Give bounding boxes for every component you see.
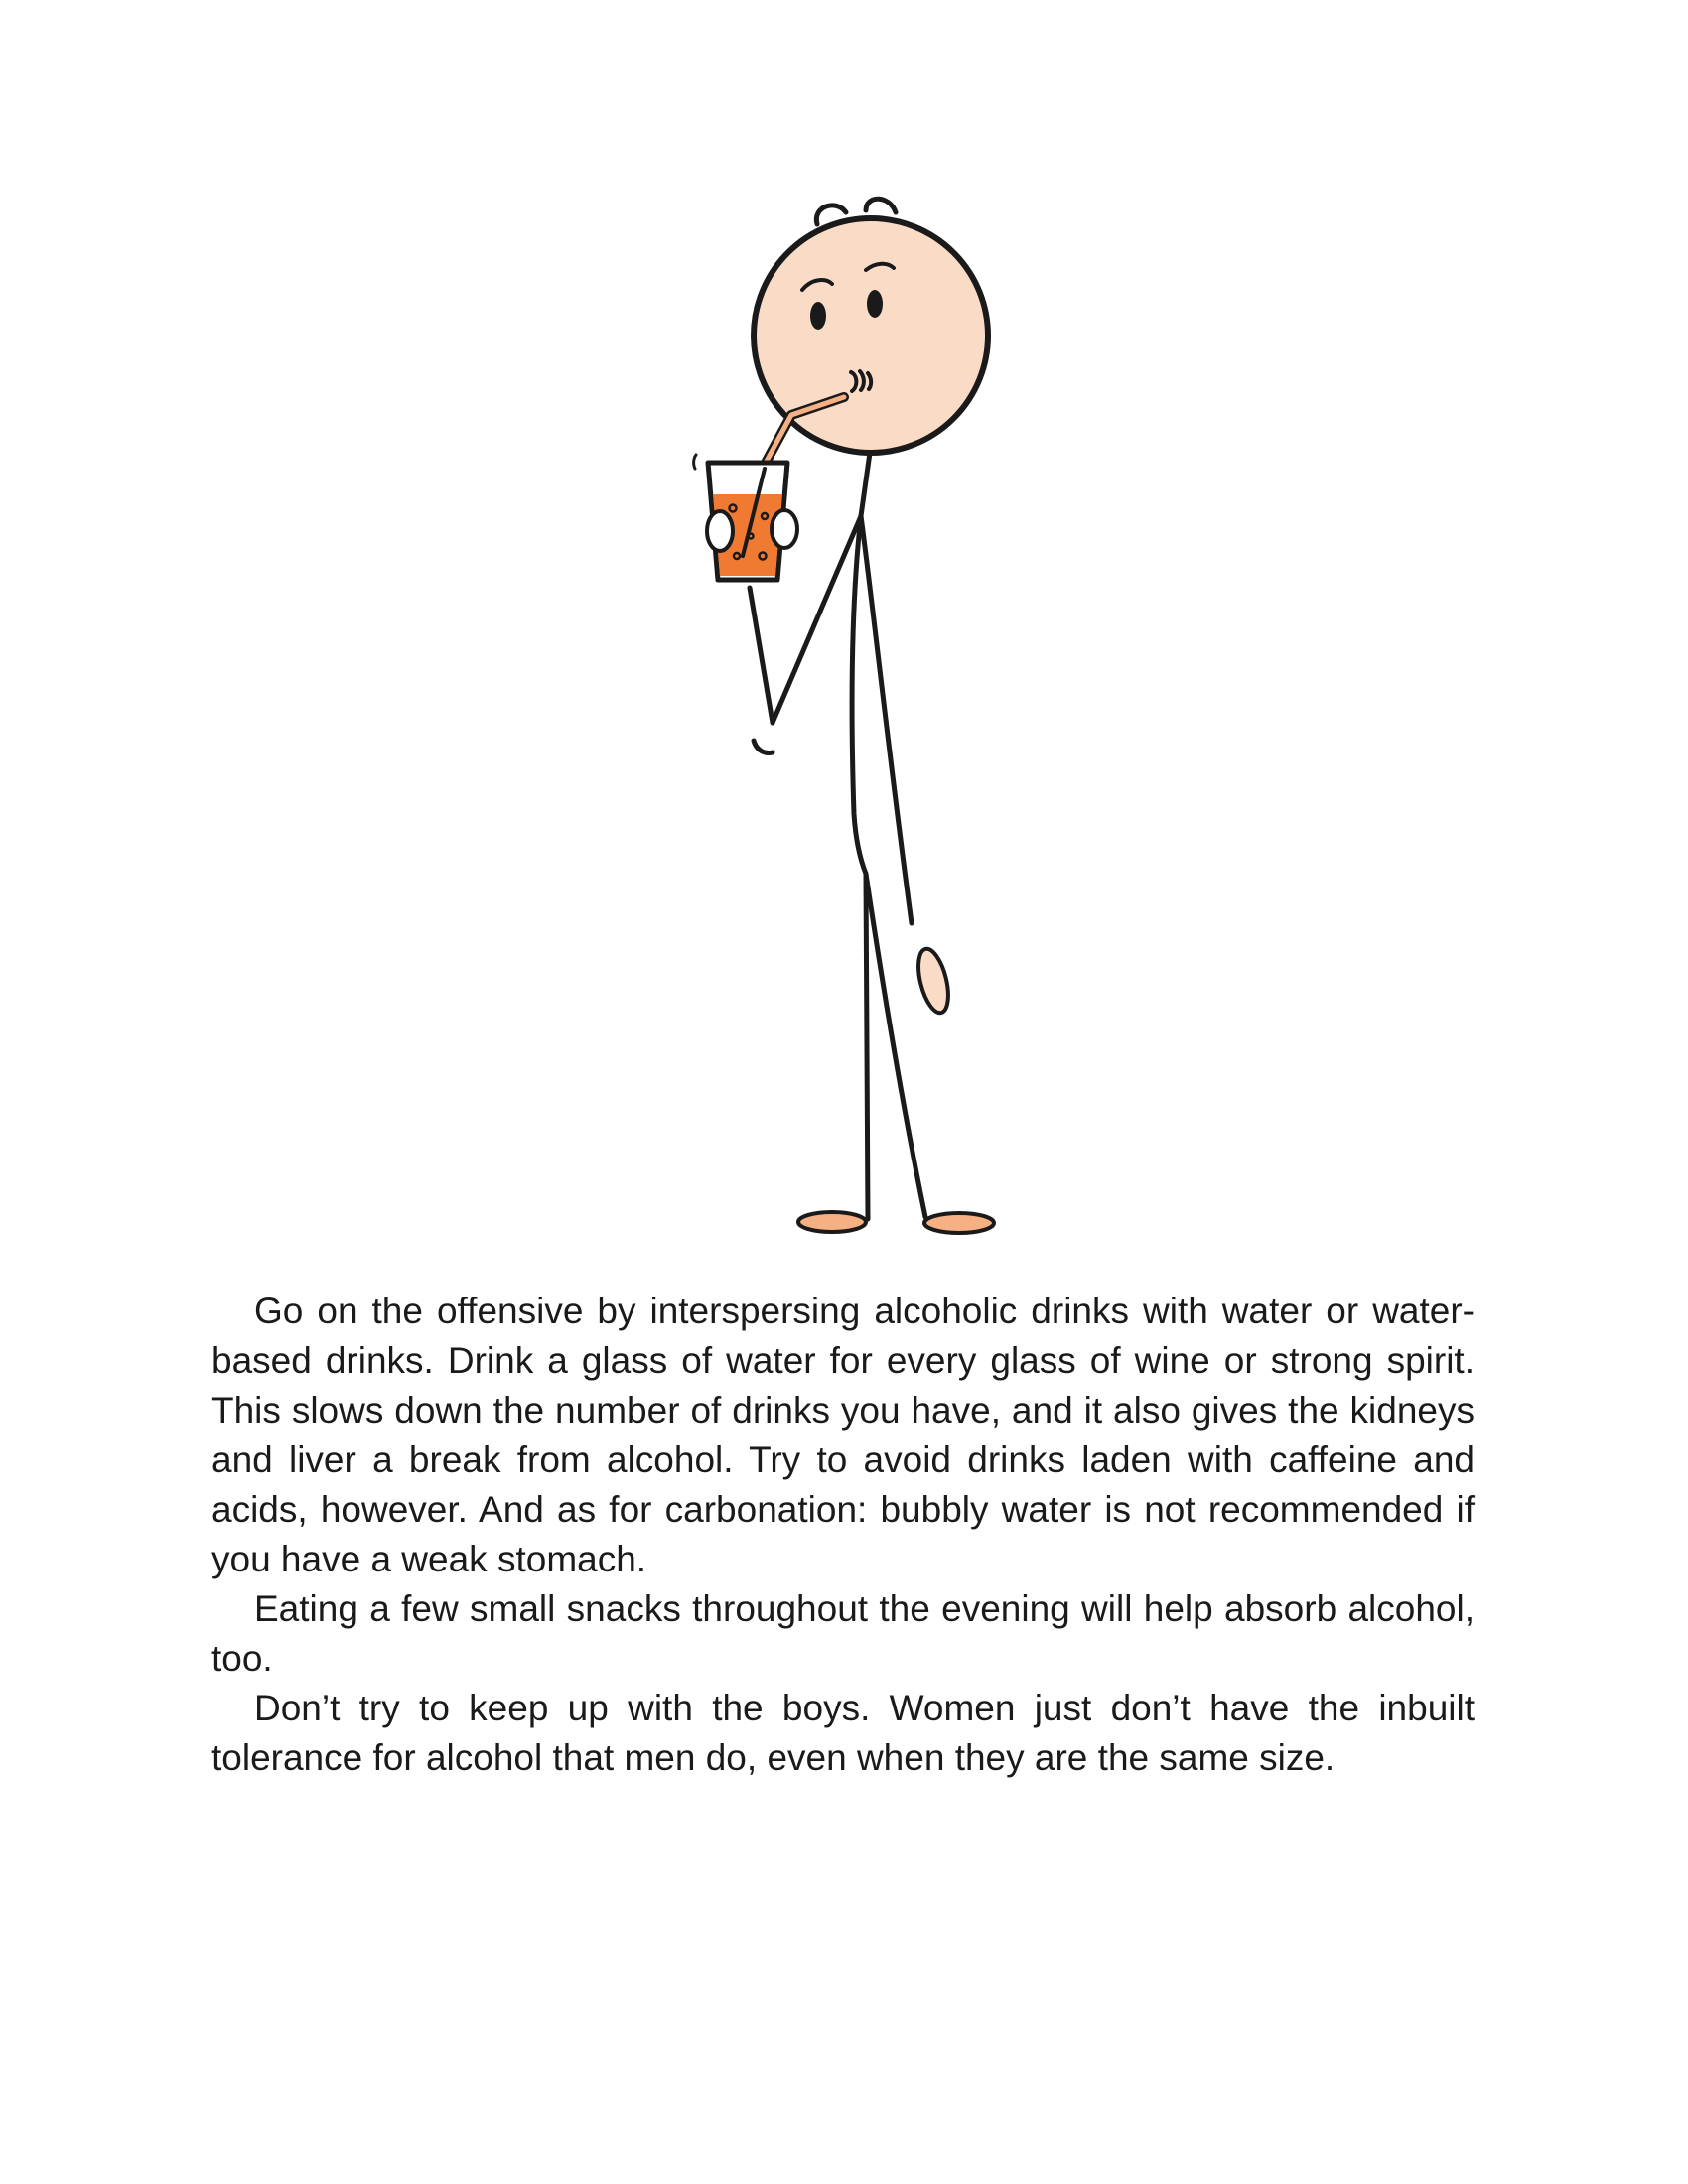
torso-left — [852, 516, 866, 874]
eye-right — [867, 290, 883, 318]
leg-left — [866, 874, 868, 1219]
stick-figure-drinking-icon — [675, 179, 1013, 1241]
eye-left — [810, 302, 826, 330]
stick-figure-illustration — [675, 179, 1013, 1241]
paragraph: Go on the offensive by interspersing alcoholic drinks with water or water-based drinks. Drink a glass of water for every glass of wine or strong spirit. This slows down the number of drinks you have, and it also gives the kidneys and liver a break from alcohol. Try to avoid drinks laden with caffeine and acids, however. And as for carbonation: bubbly water is not recommended if you have a weak stomach. — [211, 1291, 1475, 1579]
leg-right — [866, 874, 925, 1217]
forearm — [750, 588, 773, 723]
glass-shine — [694, 455, 696, 469]
elbow-mark — [754, 741, 773, 753]
paragraph: Don’t try to keep up with the boys. Women just don’t have the inbuilt tolerance for alcohol that men do, even when they are the same size. — [211, 1688, 1475, 1778]
hand-left — [707, 511, 733, 551]
foot-left — [798, 1212, 866, 1232]
hair-curl-right — [866, 199, 896, 212]
hand-hanging — [913, 946, 953, 1016]
hand-right — [772, 510, 797, 548]
body-text — [211, 1287, 1475, 1783]
paragraph: Eating a few small snacks throughout the evening will help absorb alcohol, too. — [211, 1588, 1475, 1679]
torso-right — [861, 516, 912, 923]
foot-right — [924, 1213, 994, 1233]
neck — [861, 453, 870, 516]
